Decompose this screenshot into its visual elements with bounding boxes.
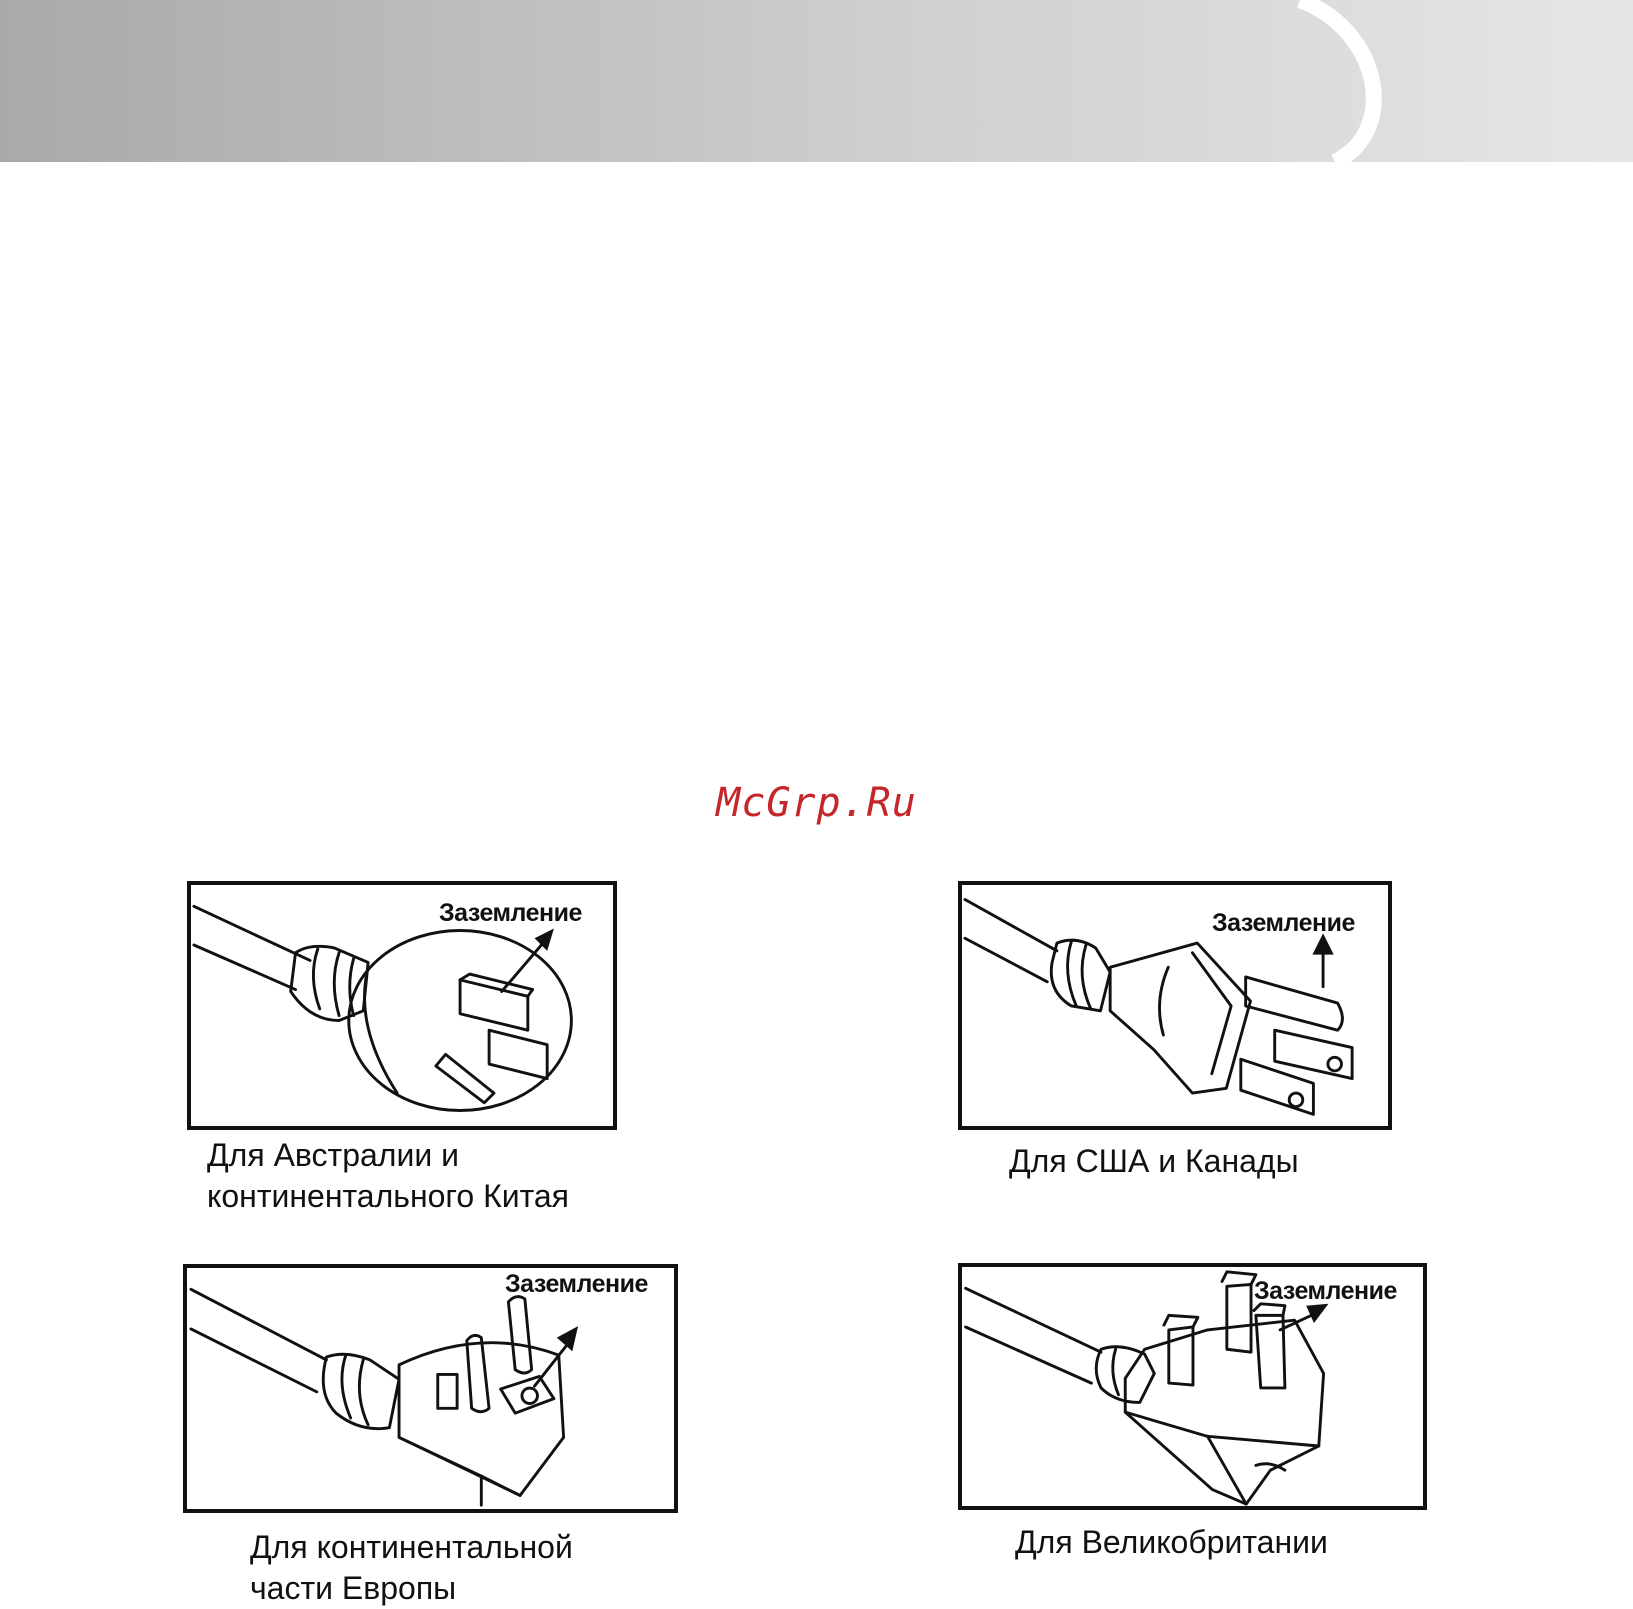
caption-line: Для Великобритании xyxy=(1015,1524,1328,1560)
caption-australia xyxy=(207,1135,569,1217)
header-band xyxy=(0,0,1633,162)
caption-usa xyxy=(1009,1141,1299,1182)
europe-plug-drawing xyxy=(187,1268,674,1509)
caption-line: части Европы xyxy=(250,1570,457,1606)
caption-line: континентального Китая xyxy=(207,1178,569,1214)
ground-label: Заземление xyxy=(505,1270,648,1298)
ground-label: Заземление xyxy=(1254,1277,1397,1305)
plug-figure-usa xyxy=(958,881,1392,1130)
caption-europe xyxy=(250,1527,573,1609)
watermark: McGrp.Ru xyxy=(716,780,917,826)
caption-line: Для континентальной xyxy=(250,1529,573,1565)
caption-line: Для Австралии и xyxy=(207,1137,459,1173)
plug-figure-europe xyxy=(183,1264,678,1513)
plug-figure-australia xyxy=(187,881,617,1130)
plug-figure-uk xyxy=(958,1263,1427,1510)
caption-uk xyxy=(1015,1522,1328,1563)
caption-line: Для США и Канады xyxy=(1009,1143,1299,1179)
ground-label: Заземление xyxy=(439,899,582,927)
ground-label: Заземление xyxy=(1212,909,1355,937)
